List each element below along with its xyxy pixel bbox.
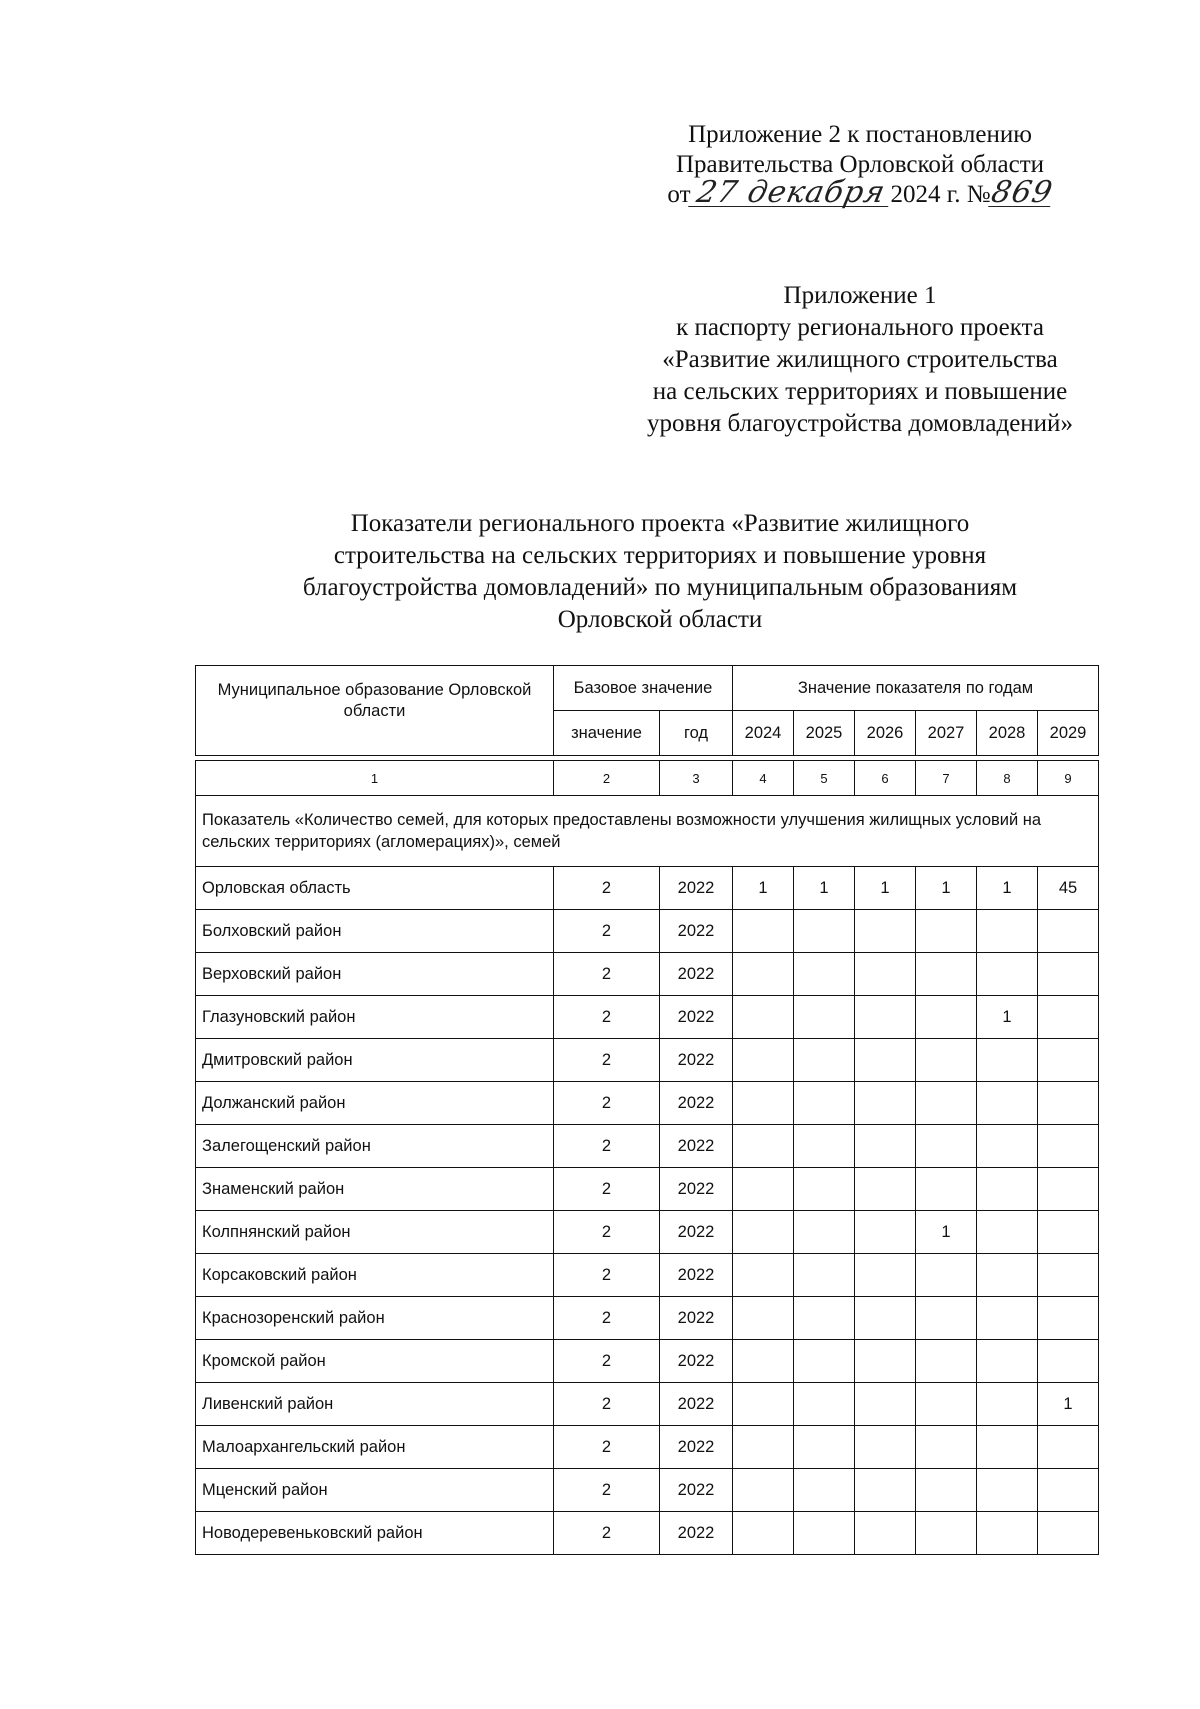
base-value: 2: [554, 1512, 660, 1555]
header-row-1: [196, 666, 1099, 711]
base-value: 2: [554, 1254, 660, 1297]
table-row: [196, 1469, 1099, 1512]
year-value-2024: [733, 1039, 794, 1082]
year-value-2026: [855, 910, 916, 953]
year-value-2029: 45: [1038, 867, 1099, 910]
table-row: [196, 1168, 1099, 1211]
header-value: значение: [554, 711, 660, 756]
year-value-2025: [794, 910, 855, 953]
base-value: 2: [554, 1125, 660, 1168]
col-number: 9: [1038, 761, 1099, 796]
appendix-line-4: на сельских территориях и повышение: [652, 378, 1068, 405]
base-value: 2: [554, 1168, 660, 1211]
table-row: [196, 1512, 1099, 1555]
year-value-2024: [733, 910, 794, 953]
year-value-2025: [794, 1082, 855, 1125]
year-value-2025: [794, 1340, 855, 1383]
year-value-2028: [977, 1512, 1038, 1555]
base-year: 2022: [660, 1082, 733, 1125]
year-value-2024: [733, 1512, 794, 1555]
year-value-2027: [916, 1340, 977, 1383]
year-value-2024: [733, 953, 794, 996]
year-value-2028: [977, 1211, 1038, 1254]
base-value: 2: [554, 1082, 660, 1125]
year-value-2025: 1: [794, 867, 855, 910]
appendix-line-1: Приложение 1: [783, 282, 937, 309]
table-row: [196, 910, 1099, 953]
base-year: 2022: [660, 910, 733, 953]
year-value-2025: [794, 996, 855, 1039]
municipality-name: Глазуновский район: [196, 996, 554, 1039]
municipality-name: Колпнянский район: [196, 1211, 554, 1254]
year-value-2026: [855, 1512, 916, 1555]
year-value-2024: [733, 1125, 794, 1168]
year-value-2029: 1: [1038, 1383, 1099, 1426]
year-value-2026: [855, 1211, 916, 1254]
base-year: 2022: [660, 1469, 733, 1512]
year-value-2024: [733, 1383, 794, 1426]
section-row: [196, 796, 1099, 867]
municipality-name: Орловская область: [196, 867, 554, 910]
appendix-line-2: к паспорту регионального проекта: [676, 314, 1044, 341]
year-value-2024: [733, 1297, 794, 1340]
year-value-2024: [733, 1082, 794, 1125]
header-line-2: Правительства Орловской области: [675, 151, 1045, 178]
base-year: 2022: [660, 867, 733, 910]
year-value-2027: [916, 1469, 977, 1512]
year-value-2027: [916, 996, 977, 1039]
year-value-2028: [977, 1254, 1038, 1297]
year-value-2026: [855, 953, 916, 996]
year-value-2024: [733, 1340, 794, 1383]
municipality-name: Новодеревеньковский район: [196, 1512, 554, 1555]
table-row: [196, 953, 1099, 996]
year-value-2028: [977, 1039, 1038, 1082]
year-value-2029: [1038, 1469, 1099, 1512]
year-value-2026: [855, 996, 916, 1039]
year-value-2024: [733, 1254, 794, 1297]
base-year: 2022: [660, 1426, 733, 1469]
base-year: 2022: [660, 1125, 733, 1168]
col-number: 3: [660, 761, 733, 796]
year-value-2027: 1: [916, 867, 977, 910]
year-value-2029: [1038, 1254, 1099, 1297]
year-value-2029: [1038, 1340, 1099, 1383]
year-value-2024: [733, 1469, 794, 1512]
appendix-header: [600, 280, 1120, 440]
table-row: [196, 1211, 1099, 1254]
year-value-2028: [977, 953, 1038, 996]
base-year: 2022: [660, 953, 733, 996]
municipality-name: Мценский район: [196, 1469, 554, 1512]
base-year: 2022: [660, 996, 733, 1039]
year-value-2028: [977, 910, 1038, 953]
year-value-2027: [916, 1254, 977, 1297]
year-value-2028: [977, 1082, 1038, 1125]
handwritten-date: 27 декабря: [688, 180, 894, 207]
year-value-2028: [977, 1340, 1038, 1383]
municipality-name: Знаменский район: [196, 1168, 554, 1211]
year-value-2026: [855, 1254, 916, 1297]
year-value-2026: [855, 1297, 916, 1340]
year-value-2024: 1: [733, 867, 794, 910]
col-number: 4: [733, 761, 794, 796]
header-base: Базовое значение: [554, 666, 733, 711]
year-value-2024: [733, 1168, 794, 1211]
col-number: 5: [794, 761, 855, 796]
base-value: 2: [554, 1297, 660, 1340]
year-value-2026: 1: [855, 867, 916, 910]
year-value-2028: [977, 1469, 1038, 1512]
year-value-2026: [855, 1125, 916, 1168]
col-number: 8: [977, 761, 1038, 796]
municipality-name: Кромской район: [196, 1340, 554, 1383]
appendix-line-5: уровня благоустройства домовладений»: [647, 410, 1073, 437]
header-year-2026: 2026: [855, 711, 916, 756]
year-value-2028: [977, 1383, 1038, 1426]
base-value: 2: [554, 1469, 660, 1512]
document-title: [230, 508, 1090, 636]
date-prefix: от: [667, 181, 691, 208]
handwritten-number: 869: [987, 175, 1056, 210]
year-value-2028: [977, 1426, 1038, 1469]
year-value-2024: [733, 996, 794, 1039]
year-value-2028: [977, 1297, 1038, 1340]
base-value: 2: [554, 910, 660, 953]
base-year: 2022: [660, 1297, 733, 1340]
col-number: 7: [916, 761, 977, 796]
base-year: 2022: [660, 1383, 733, 1426]
year-value-2027: [916, 953, 977, 996]
municipality-name: Болховский район: [196, 910, 554, 953]
municipality-name: Дмитровский район: [196, 1039, 554, 1082]
base-value: 2: [554, 1383, 660, 1426]
year-value-2028: [977, 1125, 1038, 1168]
municipality-name: Ливенский район: [196, 1383, 554, 1426]
year-value-2025: [794, 1039, 855, 1082]
title-line-4: Орловской области: [557, 606, 763, 633]
year-value-2027: [916, 1426, 977, 1469]
header-year-2028: 2028: [977, 711, 1038, 756]
year-value-2025: [794, 1211, 855, 1254]
year-value-2029: [1038, 1426, 1099, 1469]
header-year: год: [660, 711, 733, 756]
year-value-2026: [855, 1383, 916, 1426]
year-value-2026: [855, 1082, 916, 1125]
year-value-2026: [855, 1426, 916, 1469]
municipality-name: Должанский район: [196, 1082, 554, 1125]
table-row: [196, 996, 1099, 1039]
indicators-table: [195, 665, 1099, 1555]
header-year-2025: 2025: [794, 711, 855, 756]
table-row: [196, 1082, 1099, 1125]
table-row: [196, 867, 1099, 910]
base-value: 2: [554, 1426, 660, 1469]
resolution-header: [620, 120, 1100, 210]
header-line-1: Приложение 2 к постановлению: [688, 121, 1032, 148]
year-value-2025: [794, 1125, 855, 1168]
year-value-2025: [794, 1297, 855, 1340]
table-row: [196, 1125, 1099, 1168]
year-value-2027: [916, 1082, 977, 1125]
year-value-2029: [1038, 1512, 1099, 1555]
base-year: 2022: [660, 1039, 733, 1082]
base-year: 2022: [660, 1211, 733, 1254]
year-value-2029: [1038, 1211, 1099, 1254]
year-value-2026: [855, 1039, 916, 1082]
column-number-row: [196, 761, 1099, 796]
base-value: 2: [554, 1211, 660, 1254]
municipality-name: Малоархангельский район: [196, 1426, 554, 1469]
header-year-2029: 2029: [1038, 711, 1099, 756]
header-date-line: [620, 175, 1100, 210]
year-value-2026: [855, 1469, 916, 1512]
year-value-2025: [794, 953, 855, 996]
year-value-2024: [733, 1426, 794, 1469]
year-value-2028: [977, 1168, 1038, 1211]
base-value: 2: [554, 1340, 660, 1383]
table-row: [196, 1426, 1099, 1469]
year-value-2027: [916, 910, 977, 953]
year-value-2026: [855, 1168, 916, 1211]
base-value: 2: [554, 867, 660, 910]
header-municipality: Муниципальное образование Орловской области: [196, 666, 554, 756]
col-number: 6: [855, 761, 916, 796]
year-value-2028: 1: [977, 867, 1038, 910]
year-value-2029: [1038, 1125, 1099, 1168]
title-line-2: строительства на сельских территориях и повышение уровня: [333, 542, 987, 569]
year-value-2026: [855, 1340, 916, 1383]
base-year: 2022: [660, 1168, 733, 1211]
year-value-2027: 1: [916, 1211, 977, 1254]
year-value-2027: [916, 1168, 977, 1211]
year-value-2027: [916, 1512, 977, 1555]
year-value-2027: [916, 1039, 977, 1082]
year-value-2025: [794, 1512, 855, 1555]
municipality-name: Залегощенский район: [196, 1125, 554, 1168]
col-number: 2: [554, 761, 660, 796]
base-year: 2022: [660, 1340, 733, 1383]
header-years: Значение показателя по годам: [733, 666, 1099, 711]
indicator-section-title: Показатель «Количество семей, для которых предоставлены возможности улучшения жилищных условий на сельских территориях (агломерациях)», семей: [196, 796, 1099, 867]
year-value-2024: [733, 1211, 794, 1254]
year-value-2027: [916, 1125, 977, 1168]
table-row: [196, 1039, 1099, 1082]
year-value-2027: [916, 1383, 977, 1426]
base-year: 2022: [660, 1512, 733, 1555]
table-row: [196, 1340, 1099, 1383]
year-value-2025: [794, 1168, 855, 1211]
table-row: [196, 1383, 1099, 1426]
title-line-1: Показатели регионального проекта «Развитие жилищного: [350, 510, 970, 537]
year-value-2029: [1038, 1297, 1099, 1340]
base-value: 2: [554, 996, 660, 1039]
year-value-2028: 1: [977, 996, 1038, 1039]
year-value-2025: [794, 1426, 855, 1469]
table-row: [196, 1254, 1099, 1297]
municipality-name: Корсаковский район: [196, 1254, 554, 1297]
year-text: 2024 г. №: [890, 181, 991, 208]
base-value: 2: [554, 953, 660, 996]
table-row: [196, 1297, 1099, 1340]
year-value-2025: [794, 1469, 855, 1512]
year-value-2025: [794, 1383, 855, 1426]
base-year: 2022: [660, 1254, 733, 1297]
col-number: 1: [196, 761, 554, 796]
municipality-name: Верховский район: [196, 953, 554, 996]
appendix-line-3: «Развитие жилищного строительства: [662, 346, 1058, 373]
year-value-2029: [1038, 953, 1099, 996]
municipality-name: Краснозоренский район: [196, 1297, 554, 1340]
year-value-2027: [916, 1297, 977, 1340]
year-value-2029: [1038, 1082, 1099, 1125]
header-year-2027: 2027: [916, 711, 977, 756]
year-value-2029: [1038, 1168, 1099, 1211]
title-line-3: благоустройства домовладений» по муниципальным образованиям: [302, 574, 1018, 601]
year-value-2029: [1038, 996, 1099, 1039]
year-value-2029: [1038, 1039, 1099, 1082]
year-value-2025: [794, 1254, 855, 1297]
year-value-2029: [1038, 910, 1099, 953]
base-value: 2: [554, 1039, 660, 1082]
header-year-2024: 2024: [733, 711, 794, 756]
